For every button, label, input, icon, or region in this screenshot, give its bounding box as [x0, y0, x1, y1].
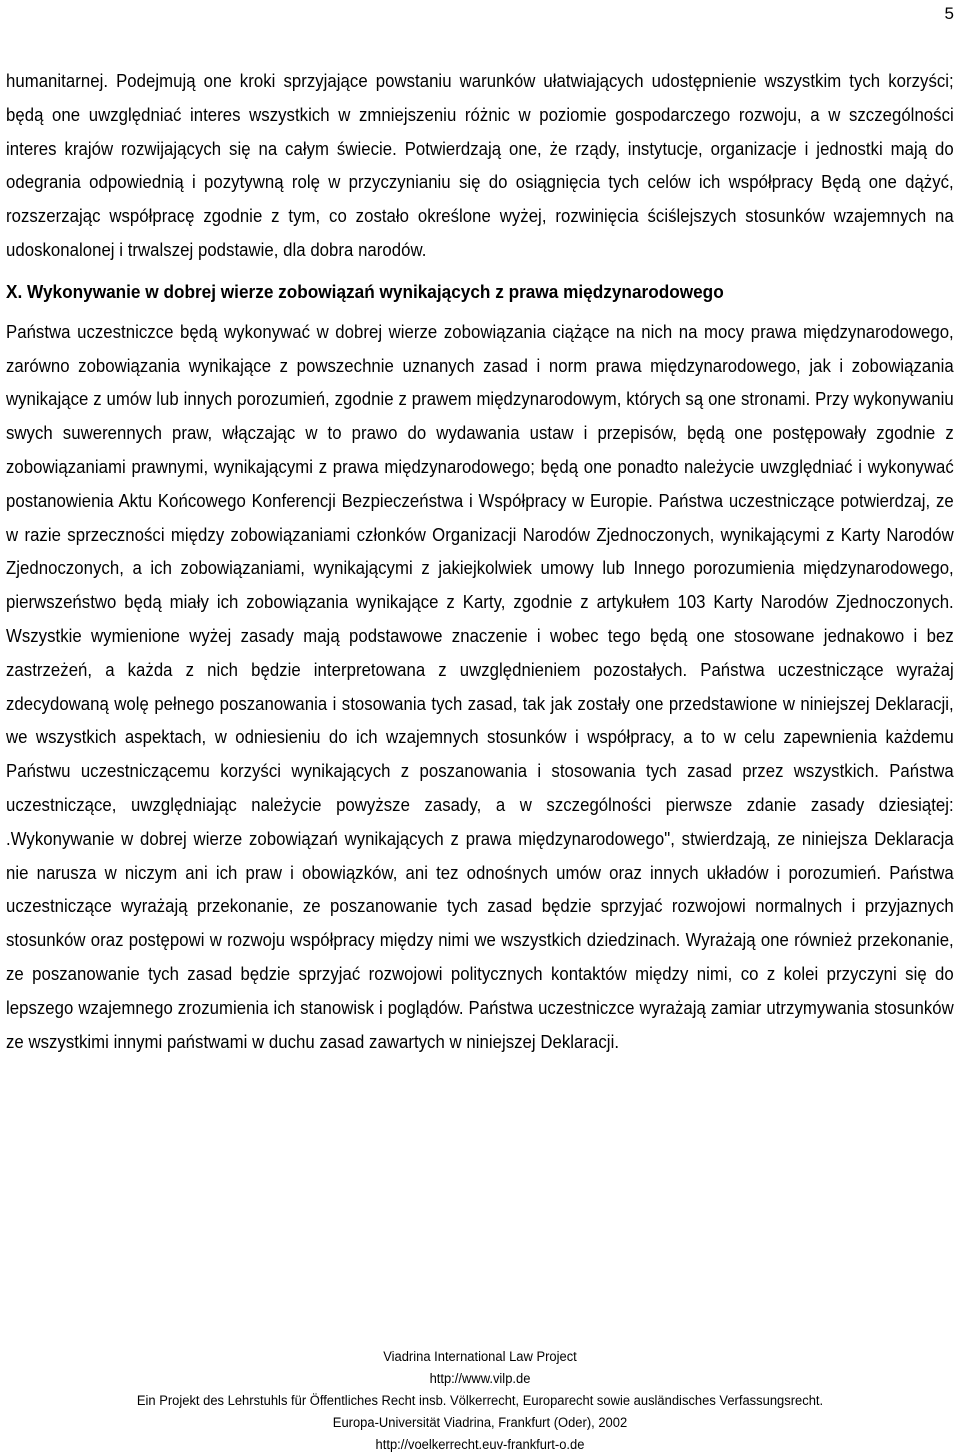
footer-project-url[interactable]: http://www.vilp.de [429, 1371, 531, 1386]
footer-chair-url[interactable]: http://voelkerrecht.euv-frankfurt-o.de [375, 1437, 585, 1452]
footer-chair-description: Ein Projekt des Lehrstuhls für Öffentliches Recht insb. Völkerrecht, Europarecht sowie ausländisches Verfassungsrecht. [136, 1393, 824, 1408]
footer-university: Europa-Universität Viadrina, Frankfurt (Oder), 2002 [332, 1415, 628, 1430]
page-footer [0, 1346, 960, 1456]
body-paragraph: Państwa uczestniczce będą wykonywać w dobrej wierze zobowiązania ciążące na nich na mocy prawa międzynarodowego, zarówno zobowiązania wynikające z powszechnie uznanych zasad i norm prawa międzynarodowego, jak i zobowiązania wynikające z umów lub innych porozumień, zgodnie z prawem międzynarodowym, których są one stronami. Przy wykonywaniu swych suwerennych praw, włączając w to prawo do wydawania ustaw i przepisów, będą one postępowały zgodnie z zobowiązaniami prawnymi, wynikającymi z prawa międzynarodowego; będą one ponadto należycie uwzględniać i wykonywać postanowienia Aktu Końcowego Konferencji Bezpieczeństwa i Współpracy w Europie. Państwa uczestniczące potwierdzaj, ze w razie sprzeczności między zobowiązaniami członków Organizacji Narodów Zjednoczonych, wynikającymi z Karty Narodów Zjednoczonych, a ich zobowiązaniami, wynikającymi z jakiejkolwiek umowy lub Innego porozumienia międzynarodowego, pierwszeństwo będą miały ich zobowiązania wynikające z Karty, zgodnie z artykułem 103 Karty Narodów Zjednoczonych. Wszystkie wymienione wyżej zasady mają podstawowe znaczenie i wobec tego będą one stosowane jednakowo i bez zastrzeżeń, a każda z nich będzie interpretowana z uwzględnieniem pozostałych. Państwa uczestniczące wyrażaj zdecydowaną wolę pełnego poszanowania i stosowania tych zasad, tak jak zostały one przedstawione w niniejszej Deklaracji, we wszystkich aspektach, w odniesieniu do ich wzajemnych stosunków i współpracy, a to w celu zapewnienia każdemu Państwu uczestniczącemu korzyści wynikających z poszanowania i stosowania tych zasad przez wszystkich. Państwa uczestniczące, uwzględniając należycie powyższe zasady, a w szczególności pierwsze zdanie zasady dziesiątej: .Wykonywanie w dobrej wierze zobowiązań wynikających z prawa międzynarodowego", stwierdzają, ze niniejsza Deklaracja nie narusza w niczym ani ich praw i obowiązków, ani tez odnośnych umów oraz innych układów i porozumień. Państwa uczestniczące wyrażają przekonanie, ze poszanowanie tych zasad będzie sprzyjać rozwojowi normalnych i przyjaznych stosunków oraz postępowi w rozwoju współpracy między nimi we wszystkich dziedzinach. Wyrażają one również przekonanie, ze poszanowanie tych zasad będzie sprzyjać rozwojowi politycznych kontaktów między nimi, co z kolei przyczyni się do lepszego wzajemnego zrozumienia ich stanowisk i poglądów. Państwa uczestniczce wyrażają zamiar utrzymywania stosunków ze wszystkimi innymi państwami w duchu zasad zawartych w niniejszej Deklaracji. [6, 321, 954, 1052]
section-heading: X. Wykonywanie w dobrej wierze zobowiązań wynikających z prawa międzynarodowego [6, 280, 724, 302]
body-paragraph: humanitarnej. Podejmują one kroki sprzyjające powstaniu warunków ułatwiających udostępnienie wszystkim tych korzyści; będą one uwzględniać interes wszystkich w zmniejszeniu różnic w poziomie gospodarczego rozwoju, a w szczególności interes krajów rozwijających się na całym świecie. Potwierdzają one, że rządy, instytucje, organizacje i jednostki mają do odegrania odpowiednią i pozytywną rolę w przyczynianiu się do osiągnięcia tych celów ich współpracy Będą one dążyć, rozszerzając współpracę zgodnie z tym, co zostało określone wyżej, rozwinięcia ściślejszych stosunków wzajemnych na udoskonalonej i trwalszej podstawie, dla dobra narodów. [6, 71, 954, 260]
footer-project-name: Viadrina International Law Project [383, 1349, 577, 1364]
page-number: 5 [944, 4, 954, 23]
document-body [6, 65, 954, 1059]
